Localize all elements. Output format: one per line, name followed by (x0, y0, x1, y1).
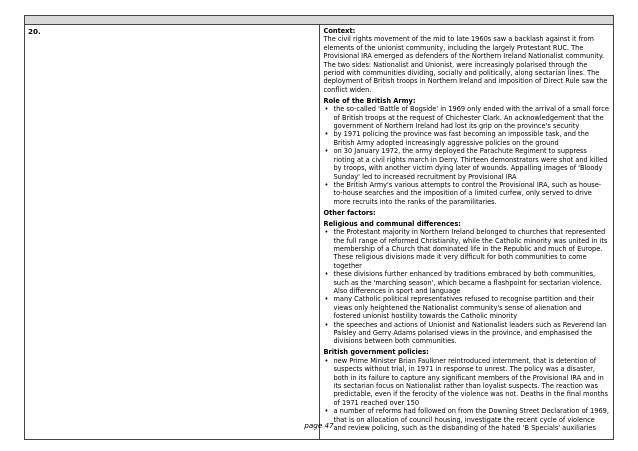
bullet-icon: • (324, 407, 329, 416)
bullet-icon: • (324, 228, 329, 237)
british-army-heading: Role of the British Army: (323, 96, 416, 105)
list-item-text: the speeches and actions of Unionist and Nationalist leaders such as Reverend Ian Paisley and Gerry Adams polarised views in the province, and emphasised the divisions between both communities. (333, 320, 607, 346)
table-header-row (25, 16, 614, 25)
bullet-icon: • (324, 130, 329, 139)
context-heading: Context: (323, 27, 356, 35)
religious-heading: Religious and communal differences: (323, 219, 461, 228)
bullet-icon: • (324, 295, 329, 304)
context-text: The civil rights movement of the mid to late 1960s saw a backlash against it from elements of the unionist community, including the largely Protestant RUC. The Provisional IRA emerged as defenders of the Northern Ireland Nationalist community. The two sides: Nationalist and Unionist, were increasingly polarised through the period with communities dividing, socially and politically, along sectarian lines. The deployment of British troops in Northern Ireland and imposition of Direct Rule saw the conflict widen. (323, 35, 608, 94)
list-item (324, 357, 610, 407)
list-item-text: on 30 January 1972, the army deployed the Parachute Regiment to suppress rioting at a civil rights march in Derry. Thirteen demonstrators were shot and killed by troops, with another victim dying later of wounds. Appalling images of 'Bloody Sunday' led to increased recruitment by Provisional IRA (333, 147, 608, 181)
list-item (324, 321, 610, 346)
list-item (324, 147, 610, 181)
question-number: 20. (25, 25, 320, 440)
list-item (324, 105, 610, 130)
british-army-section (324, 97, 610, 206)
list-item-text: the British Army's various attempts to control the Provisional IRA, such as house-to-house searches and the imposition of a limited curfew, only served to drive more recruits into the ranks of the paramilitaries. (333, 180, 602, 206)
bullet-icon: • (324, 320, 329, 329)
list-item-text: the Protestant majority in Northern Ireland belonged to churches that represented the full range of reformed Christianity, while the Catholic minority was united in its membership of a Church that dominated life in the Republic and much of Europe. These religious divisions made it very difficult for both communities to come together (333, 228, 608, 270)
bullet-icon: • (324, 147, 329, 156)
government-heading: British government policies: (323, 348, 429, 357)
page-number: page 47 (304, 421, 334, 430)
context-section (324, 27, 610, 94)
religious-list (324, 228, 610, 346)
table-header-cell (25, 16, 614, 25)
answer-content (319, 25, 614, 440)
list-item (324, 270, 610, 295)
other-factors-section (324, 209, 610, 217)
list-item (324, 181, 610, 206)
question-row (25, 25, 614, 440)
list-item (324, 130, 610, 147)
bullet-icon: • (324, 270, 329, 279)
list-item-text: by 1971 policing the province was fast becoming an impossible task, and the British Army adopted increasingly aggressive policies on the ground (333, 130, 589, 147)
list-item (324, 228, 610, 270)
bullet-icon: • (324, 180, 329, 189)
list-item-text: the so-called 'Battle of Bogside' in 1969 only ended with the arrival of a small force of British troops at the request of Chichester Clark. An acknowledgement that the government of Northern Ireland had lost its grip on the province's security (333, 105, 609, 131)
bullet-icon: • (324, 356, 329, 365)
government-section (324, 348, 610, 432)
list-item-text: these divisions further enhanced by traditions embraced by both communities, such as the 'marching season', which became a flashpoint for sectarian violence. Also differences in sport and language (333, 270, 602, 295)
list-item-text: many Catholic political representatives refused to recognise partition and their views only heightened the Nationalist community's sense of alienation and fostered unionist hostility towards the Catholic minority (333, 295, 595, 321)
list-item-text: a number of reforms had followed on from the Downing Street Declaration of 1969, that is on allocation of council housing, investigate the recent cycle of violence and review policing, such as the disbanding of the hated 'B Specials' auxiliaries (333, 407, 609, 433)
document-page (24, 15, 614, 440)
religious-section (324, 220, 610, 346)
british-army-list (324, 105, 610, 206)
bullet-icon: • (324, 105, 329, 114)
marking-table (24, 15, 614, 440)
other-factors-heading: Other factors: (323, 208, 376, 217)
list-item (324, 295, 610, 320)
list-item-text: new Prime Minister Brian Faulkner reintroduced internment, that is detention of suspects without trial, in 1971 in response to unrest. The policy was a disaster, both in its failure to capture any significant members of the Provisional IRA and in its sectarian focus on Nationalist rather than loyalist suspects. The reaction was predictable, even if the ferocity of the violence was not. Deaths in the final months of 1971 reached over 150 (333, 356, 608, 407)
